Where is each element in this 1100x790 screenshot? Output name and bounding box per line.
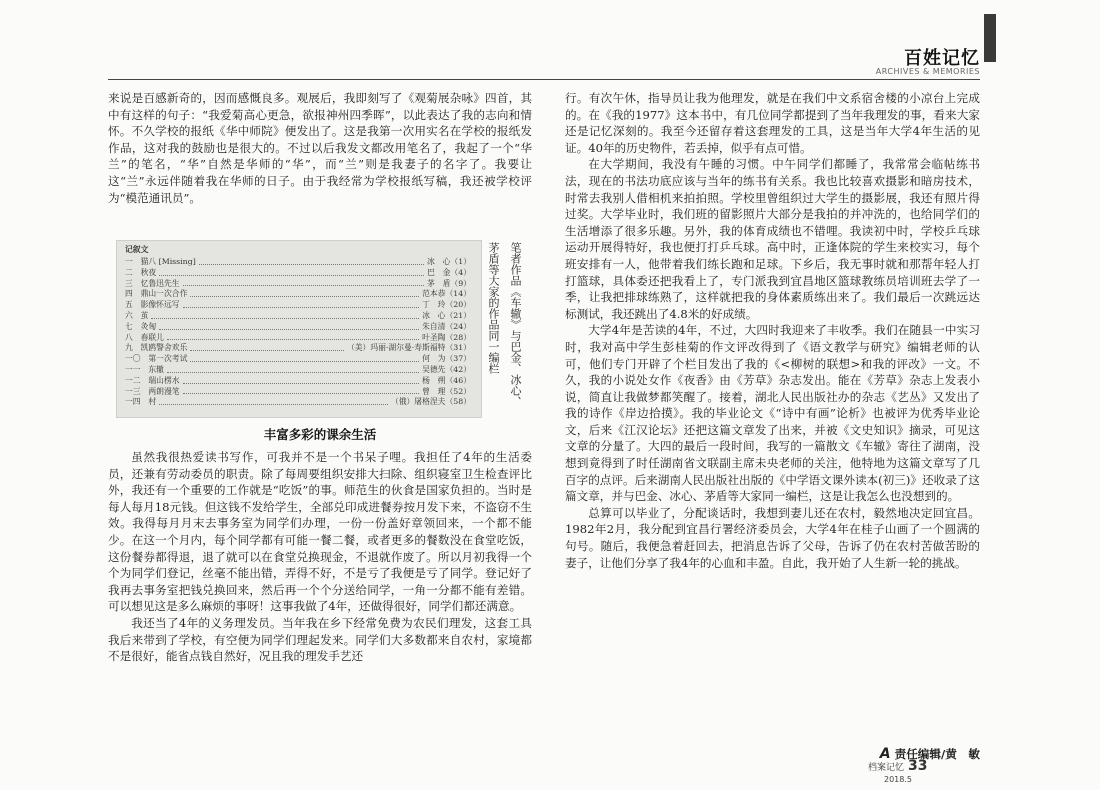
paragraph: 在大学期间，我没有午睡的习惯。中午同学们都睡了，我常常会临帖练书法，现在的书法功底应该与当年的练书有关系。我也比较喜欢摄影和暗房技术，时常去我别人借相机来拍拍照。学校里曾组织过大学生的摄影展，我还有照片得过奖。大学毕业时，我们班的留影照片大部分是我拍的并冲洗的，也给同学们的生活增添了很多乐趣。另外，我的体育成绩也不错哩。我读初中时，学校乒乓球运动开展得特好，我也便打打乒乓球。高中时，正逢体院的学生来校实习，每个班安排有一人，他带着我们练长跑和足球。下乡后，我无事时就和那帮年轻人打打篮球，具体委还把我看上了，专门派我到宜昌地区篮球教练员培训班去学了一季，让我把排球练熟了，这样就把我的身体素质练出来了。我们最后一次跳远达标测试，我还跳出了4.8米的好成绩。 — [565, 157, 980, 321]
toc-leader — [167, 365, 419, 373]
toc-leader — [190, 289, 419, 297]
toc-entry-title: 二 秋夜 — [125, 267, 157, 277]
toc-leader — [159, 397, 388, 405]
toc-leader — [183, 279, 424, 287]
toc-entry-title: 一三 两朗漫笔 — [125, 386, 180, 396]
footer-label: 档案记忆 — [868, 763, 905, 773]
toc-entry-author: 何 为（37） — [422, 354, 471, 364]
toc-entry-title: 七 灸匈 — [125, 321, 157, 331]
paragraph: 大学4年是苦读的4年，不过，大四时我迎来了丰收季。我们在随县一中实习时，我对高中学生彭桂菊的作文评改得到了《语文教学与研究》编辑老师的认可，他们专门开辟了个栏目发出了我的《<柳树的联想>和我的评改》一文。不久，我的小说处女作《夜香》由《芳草》杂志发出。能在《芳草》杂志上发表小说，简直让我做梦都笑醒了。接着，湖北人民出版社办的杂志《艺丛》又发出了我的诗作《岸边拾摸》。我的毕业论文《“诗中有画”论析》也被评为优秀毕业论文，后来《江汉论坛》还把这篇文章发了出来，并被《文史知识》摘录，可见这文章的分量了。大四的最后一段时间，我写的一篇散文《车辙》寄往了湖南，没想到竟得到了时任湖南省文联副主席未央老师的关注，他特地为这篇文章写了几百字的点评。后来湖南人民出版社出版的《中学语文课外读本(初三)》还收录了这篇文章，并与巴金、冰心、茅盾等大家同一编栏，这是让我怎么也没想到的。 — [565, 323, 980, 504]
toc-leader — [183, 387, 420, 395]
toc-entry-author: 曾 理（52） — [422, 386, 471, 396]
toc-entry — [125, 354, 471, 365]
toc-leader — [159, 322, 419, 330]
image-caption-continued: 茅盾等大家的作品同一编栏 — [487, 242, 500, 374]
toc-entry — [125, 257, 471, 268]
editor-credit: 责任编辑/黄 敏 — [894, 747, 980, 761]
toc-entry-author: （俄）屠格涅夫（58） — [390, 397, 471, 407]
header-bar — [984, 14, 996, 62]
toc-entry — [125, 376, 471, 387]
toc-entry — [125, 311, 471, 322]
toc-entry-author: 茅 盾（9） — [427, 278, 471, 288]
toc-entry-author: 朱自清（24） — [422, 321, 471, 331]
image-caption: 笔者作品《车辙》与巴金、冰心、 — [509, 242, 522, 407]
right-column — [565, 90, 980, 571]
issue-date: 2018.5 — [884, 775, 912, 784]
toc-entry-title: 六 茧 — [125, 310, 149, 320]
left-column-top — [108, 90, 532, 206]
toc-entry-author: 巴 金（4） — [427, 267, 471, 277]
toc-entry-title: 五 影像怀远写 — [125, 300, 180, 310]
toc-entry — [125, 397, 471, 408]
toc-leader — [183, 300, 420, 308]
toc-leader — [199, 257, 424, 265]
section-title: 丰富多彩的课余生活 — [263, 427, 377, 442]
header-subtitle: ARCHIVES & MEMORIES — [875, 67, 980, 76]
toc-leader — [159, 268, 424, 276]
toc-entry-author: 叶圣陶（28） — [422, 332, 471, 342]
toc-entry-author: 吴德先（42） — [422, 364, 471, 374]
toc-entry — [125, 279, 471, 290]
toc-entry-title: 八 春联儿 — [125, 332, 164, 342]
toc-entry — [125, 343, 471, 354]
toc-entry-title: 一一 东辙 — [125, 364, 164, 374]
toc-entry-title: 一 猫八 [Missing] — [125, 257, 196, 266]
toc-entry-author: （美）玛丽·湖尔曼·寿斯福特（31） — [346, 343, 471, 353]
left-column-bottom — [108, 449, 532, 665]
page-number: 33 — [908, 758, 928, 774]
toc-entry — [125, 300, 471, 311]
toc-image — [116, 240, 482, 418]
toc-entry-title: 四 鼎山一次合作 — [125, 289, 188, 299]
page-footer — [868, 758, 928, 774]
toc-entry — [125, 387, 471, 398]
paragraph: 虽然我很热爱读书写作，可我并不是一个书呆子哩。我担任了4年的生活委员，还兼有劳动委员的职责。除了每周要组织安排大扫除、组织寝室卫生检查评比外，我还有一个重要的工作就是“吃饭”的事。师范生的伙食是国家负担的。当时是每人每月18元钱。但这钱不发给学生，全部兑印成进餐券按月发下来，不盗窃不生效。我得每月月末去事务室为同学们办理，一份一份盖好章领回来，一个都不能少。在这一个月内，每个同学都有可能一餐二餐，或者更多的餐数没在食堂吃饭，这份餐券都得退，退了就可以在食堂兑换现金，不退就作废了。所以月初我得一个个为同学们登记，丝毫不能出错，弄得不好，不是亏了我便是亏了同学。登记好了我再去事务室把钱兑换回来，然后再一个个分送给同学，一角一分都不能有差错。可以想见这是多么麻烦的事呀！这事我做了4年，还做得很好，同学们都还满意。 — [108, 450, 532, 614]
toc-entry-title: 九 凯鸥警舍欢乐 — [125, 343, 188, 353]
magazine-logo-mark: A — [879, 746, 891, 762]
toc-leader — [183, 376, 420, 384]
toc-entry-title: 三 忆鲁迅先生 — [125, 278, 180, 288]
header-rule — [108, 79, 980, 80]
toc-entry-author: 冰 心（21） — [422, 310, 471, 320]
paragraph: 我还当了4年的义务理发员。当年我在乡下经常免费为农民们理发，这套工具我后来带到了学校，有空便为同学们理起发来。同学们大多数都来自农村，家境都不是很好，能省点钱自然好，况且我的理发手艺还 — [108, 615, 532, 664]
toc-leader — [190, 343, 344, 351]
toc-entry-title: 一四 村 — [125, 397, 157, 407]
toc-entry-title: 一二 瑞山楞水 — [125, 375, 180, 385]
toc-entry-author: 范本恭（14） — [422, 289, 471, 299]
paragraph: 来说是百感新奇的，因而感慨良多。观展后，我即刻写了《观菊展杂咏》四首，其中有这样的句子：“我爱菊高心更急，欲报神州四季晖”，以此表达了我的志向和情怀。不久学校的报纸《华中师院》便发出了。这是我第一次用实名在学校的报纸发作品，这对我的鼓励也是很大的。不过以后我发文都改用笔名了，我起了一个“华兰”的笔名，“华”自然是华师的“华”，而“兰”则是我妻子的名字了。我要让这“兰”永远伴随着我在华师的日子。由于我经常为学校报纸写稿，我还被学校评为“模范通讯员”。 — [108, 91, 532, 205]
toc-heading: 记叙文 — [125, 245, 149, 254]
toc-entry — [125, 322, 471, 333]
toc-entry-author: 杨 朔（46） — [422, 375, 471, 385]
header-title: 百姓记忆 — [904, 48, 980, 69]
toc-leader — [167, 333, 419, 341]
toc-leader — [190, 354, 419, 362]
toc-entry — [125, 268, 471, 279]
toc-entry-title: 一〇 第一次考试 — [125, 354, 188, 364]
paragraph: 总算可以毕业了，分配谈话时，我想到妻儿还在农村，毅然地决定回宜昌。1982年2月，我分配到宜昌行署经济委员会，大学4年在桂子山画了一个圆满的句号。随后，我便急着赶回去，把消息告诉了父母，告诉了仍在农村苦做苦盼的妻子，让他们分享了我4年的心血和丰盈。自此，我开始了人生新一轮的挑战。 — [565, 505, 980, 570]
toc-entry-author: 丁 玲（20） — [422, 300, 471, 310]
toc-list — [125, 257, 471, 408]
toc-entry — [125, 289, 471, 300]
toc-entry-author: 冰 心（1） — [427, 257, 471, 266]
toc-leader — [151, 311, 419, 319]
toc-entry — [125, 333, 471, 344]
toc-entry — [125, 365, 471, 376]
paragraph: 行。有次午休，指导员让我为他理发，就是在我们中文系宿舍楼的小凉台上完成的。在《我的1977》这本书中，有几位同学都提到了当年我理发的事，看来大家还是记忆深刻的。我至今还留存着这套理发的工具，这是当年大学4年生活的见证。40年的历史物件，若丢掉，似乎有点可惜。 — [565, 91, 980, 155]
